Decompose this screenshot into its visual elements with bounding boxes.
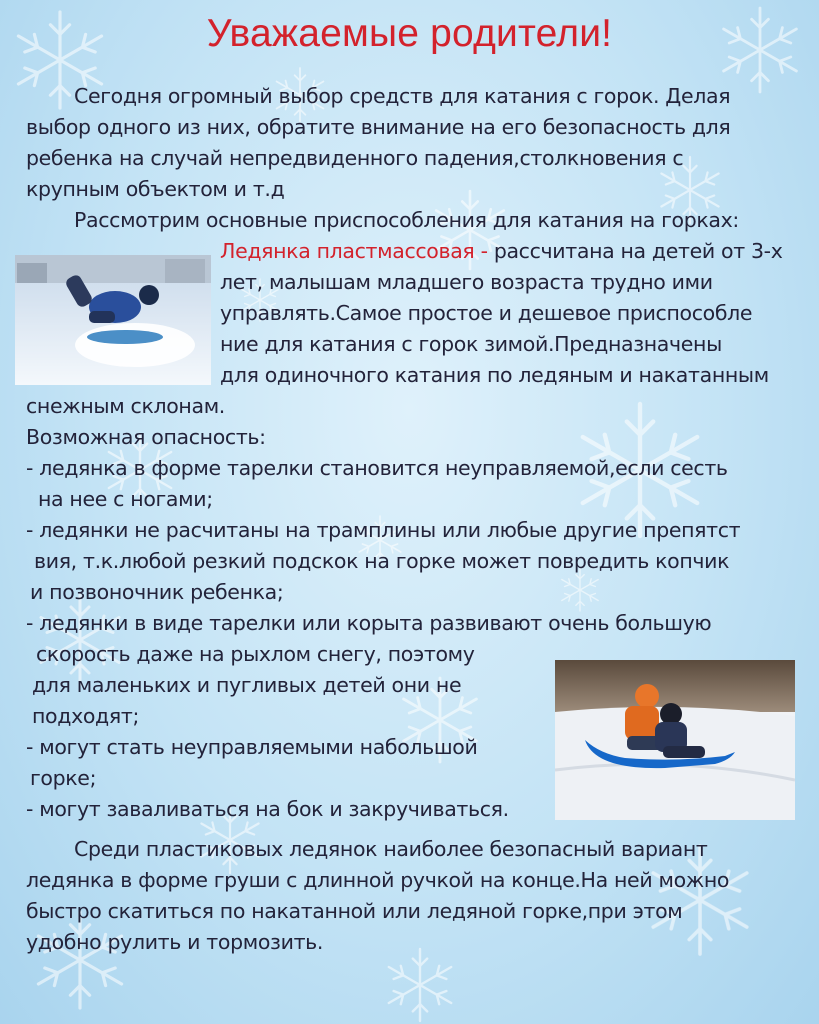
photo-two-children-on-blue-sled [555, 660, 795, 820]
sled-type-heading: Ледянка пластмассовая - [220, 239, 488, 263]
intro-line-3: ребенка на случай непредвиденного падения,столкновения с [26, 146, 684, 170]
conclusion-line-3: быстро скатиться по накатанной или ледяной горке,при этом [26, 899, 683, 923]
conclusion-line-4: удобно рулить и тормозить. [26, 930, 324, 954]
page-title: Уважаемые родители! [206, 12, 613, 55]
sled-section-line-3: управлять.Самое простое и дешевое приспособле [220, 301, 753, 325]
danger-line-4: вия, т.к.любой резкий подскок на горке может повредить копчик [34, 549, 730, 573]
sled-section-line-1 [220, 237, 782, 265]
intro-line-1: Сегодня огромный выбор средств для катания с горок. Делая [74, 84, 731, 108]
sled-section-line-6: снежным склонам. [26, 394, 225, 418]
danger-line-10: - могут стать неуправляемыми набольшой [26, 735, 478, 759]
danger-line-8: для маленьких и пугливых детей они не [32, 673, 462, 697]
intro-line-4: крупным объектом и т.д [26, 177, 285, 201]
sled-section-line-2: лет, малышам младшего возраста трудно ими [220, 270, 713, 294]
danger-line-6: - ледянки в виде тарелки или корыта развивают очень большую [26, 611, 712, 635]
danger-line-5: и позвоночник ребенка; [30, 580, 284, 604]
intro-line-5: Рассмотрим основные приспособления для катания на горках: [74, 208, 739, 232]
conclusion-line-1: Среди пластиковых ледянок наиболее безопасный вариант [74, 837, 708, 861]
sled-description: рассчитана на детей от 3-х [493, 239, 783, 263]
conclusion-line-2: ледянка в форме груши с длинной ручкой на конце.На ней можно [26, 868, 730, 892]
danger-line-7: скорость даже на рыхлом снегу, поэтому [36, 642, 475, 666]
sled-section-line-4: ние для катания с горок зимой.Предназначены [220, 332, 722, 356]
intro-line-2: выбор одного из них, обратите внимание на его безопасность для [26, 115, 731, 139]
danger-line-2: на нее с ногами; [38, 487, 213, 511]
danger-line-11: горке; [30, 766, 97, 790]
danger-line-12: - могут заваливаться на бок и закручиваться. [26, 797, 509, 821]
photo-child-on-ice-sled [15, 255, 211, 385]
danger-line-3: - ледянки не расчитаны на трамплины или любые другие препятст [26, 518, 741, 542]
danger-heading: Возможная опасность: [26, 425, 266, 449]
danger-line-9: подходят; [32, 704, 139, 728]
sled-section-line-5: для одиночного катания по ледяным и накатанным [220, 363, 769, 387]
danger-line-1: - ледянка в форме тарелки становится неуправляемой,если сесть [26, 456, 728, 480]
